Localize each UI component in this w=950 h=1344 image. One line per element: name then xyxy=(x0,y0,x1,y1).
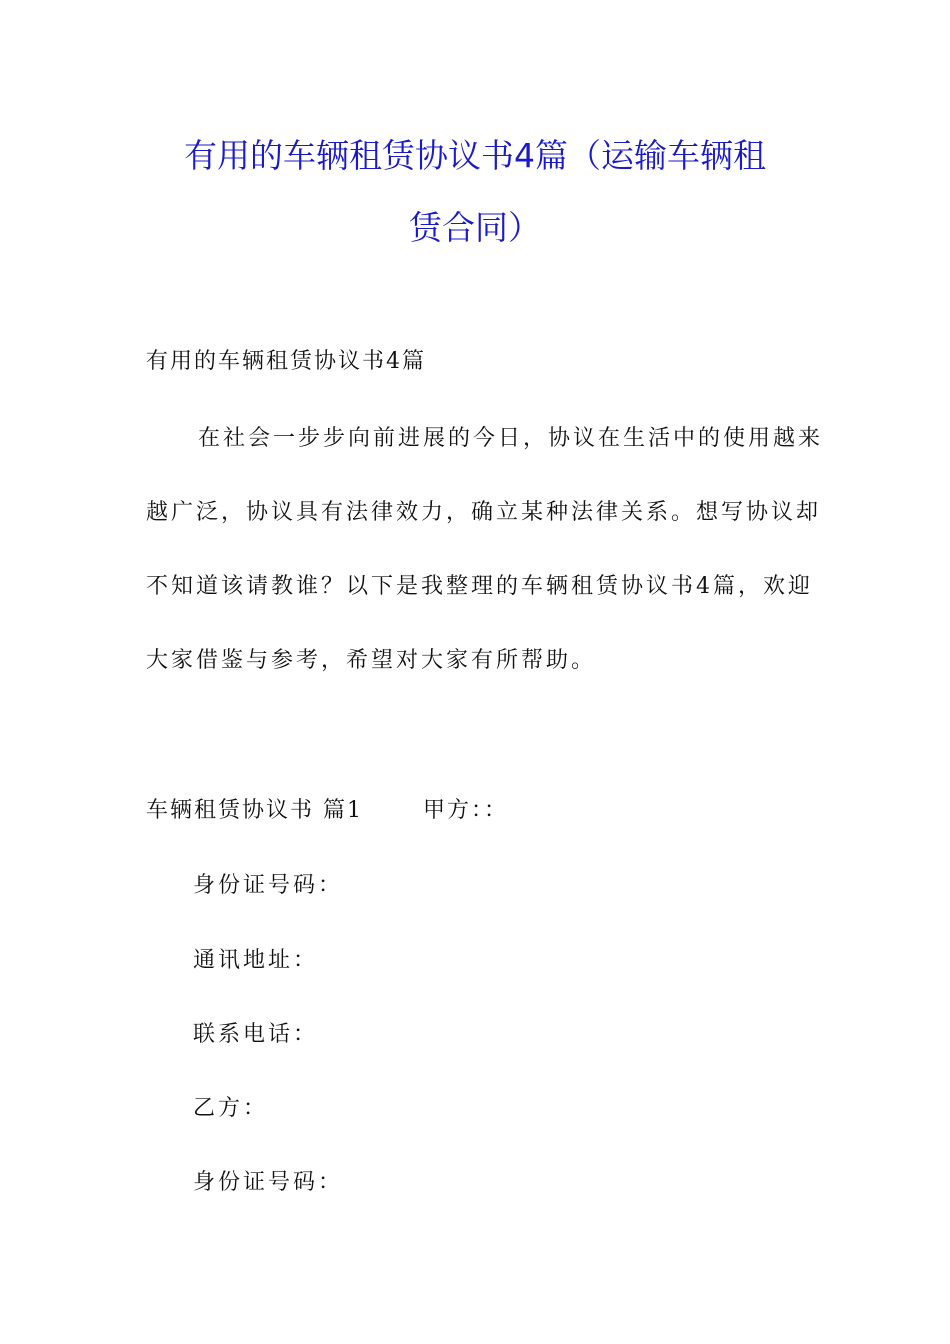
section-title: 车辆租赁协议书 篇1 xyxy=(146,798,363,823)
field-address: 通讯地址： xyxy=(193,948,319,973)
document-title-line-2: 赁合同） xyxy=(409,208,541,247)
intro-line-2: 越广泛，协议具有法律效力，确立某种法律关系。想写协议却 xyxy=(146,500,822,525)
intro-line-4: 大家借鉴与参考，希望对大家有所帮助。 xyxy=(146,648,597,673)
field-id-number-a: 身份证号码： xyxy=(193,873,344,898)
field-id-number-b: 身份证号码： xyxy=(193,1170,344,1195)
intro-line-3: 不知道该请教谁？以下是我整理的车辆租赁协议书4篇，欢迎 xyxy=(146,574,813,599)
party-a-label: 甲方：： xyxy=(423,798,509,823)
field-phone: 联系电话： xyxy=(193,1022,319,1047)
subheading: 有用的车辆租赁协议书4篇 xyxy=(146,349,426,374)
intro-line-1: 在社会一步步向前进展的今日，协议在生活中的使用越来 xyxy=(198,426,824,451)
field-party-b: 乙方： xyxy=(193,1096,269,1121)
document-title-line-1: 有用的车辆租赁协议书4篇（运输车辆租 xyxy=(184,136,766,175)
section-heading xyxy=(146,793,508,824)
